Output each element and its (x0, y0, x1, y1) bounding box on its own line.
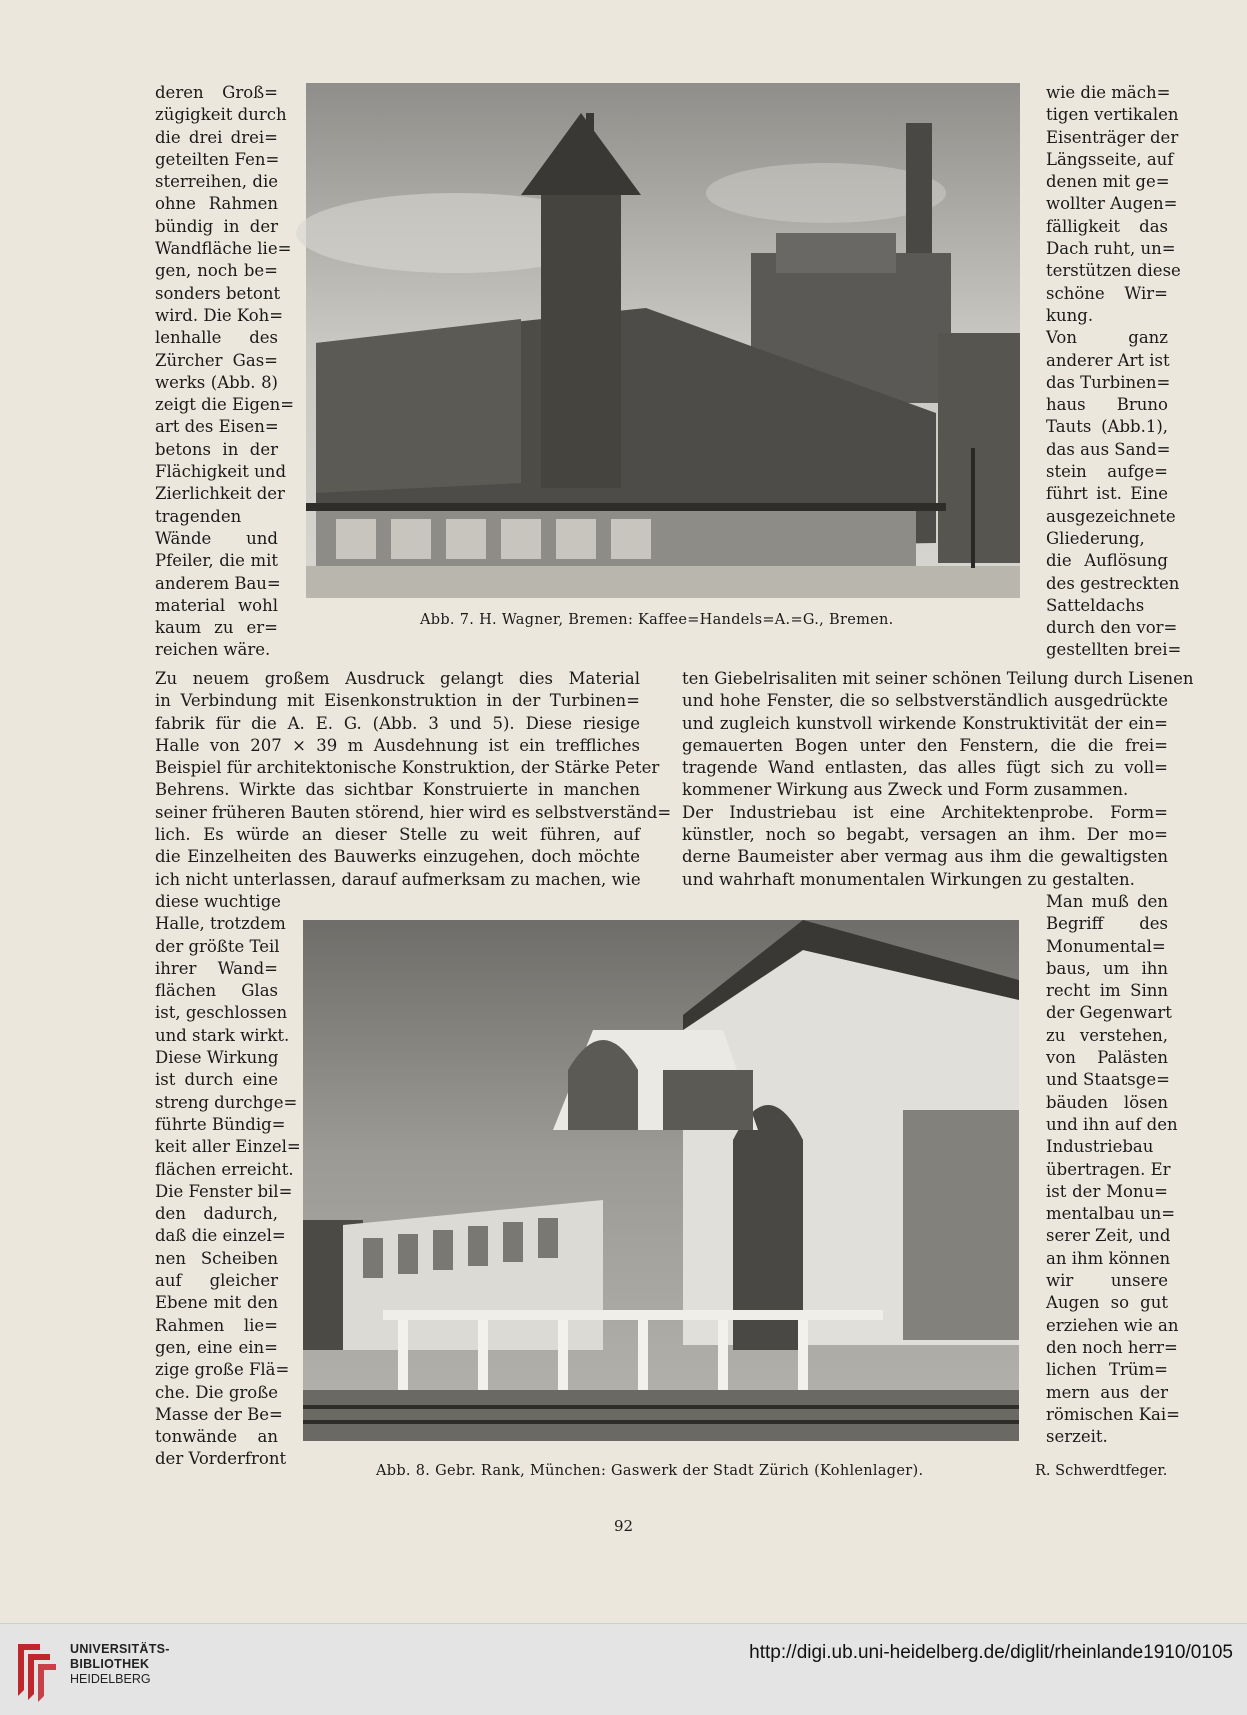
text-line: wollter Augen= (1046, 194, 1178, 214)
text-line: Der Industriebau ist eine Architektenprobe. Form= (682, 802, 1168, 822)
text-line: haus Bruno (1046, 395, 1168, 415)
text-line: Man muß den (1046, 892, 1168, 911)
text-line: kaum zu er= (155, 618, 278, 638)
text-line: tigen vertikalen (1046, 105, 1179, 125)
text-line: Dach ruht, un= (1046, 239, 1176, 259)
text-line: ist durch eine (155, 1070, 278, 1090)
text-line: Von ganz (1046, 328, 1168, 348)
text-line: zeigt die Eigen= (155, 395, 295, 415)
text-line: material wohl (155, 595, 278, 615)
right-column-bottom (1046, 891, 1180, 1448)
text-line: tragende Wand entlasten, das alles fügt sich zu voll= (682, 758, 1168, 778)
text-line: Satteldachs (1046, 595, 1145, 615)
text-line: ich nicht unterlassen, darauf aufmerksam zu machen, wie (155, 869, 641, 889)
text-line: deren Groß= (155, 83, 278, 102)
text-line: die drei drei= (155, 127, 278, 147)
text-line: ist, geschlossen (155, 1003, 288, 1023)
text-line: von Palästen (1046, 1048, 1168, 1068)
text-line: mentalbau un= (1046, 1204, 1176, 1224)
text-line: Zürcher Gas= (155, 350, 278, 370)
text-line: Halle von 207 × 39 m Ausdehnung ist ein treffliches (155, 735, 640, 755)
text-line: schöne Wir= (1046, 283, 1168, 303)
text-line: und wahrhaft monumentalen Wirkungen zu gestalten. (682, 869, 1135, 889)
text-line: terstützen diese (1046, 261, 1181, 281)
text-line: lenhalle des (155, 328, 278, 348)
text-line: Gliederung, (1046, 528, 1145, 548)
text-line: führt ist. Eine (1046, 484, 1168, 504)
text-line: und Staatsge= (1046, 1070, 1170, 1090)
text-line: mern aus der (1046, 1382, 1168, 1402)
library-name-line1: UNIVERSITÄTS- (70, 1642, 170, 1656)
left-column-top (155, 82, 295, 662)
text-line: der größte Teil (155, 936, 280, 956)
text-line: seiner früheren Bauten störend, hier wird es selbstverständ= (155, 802, 672, 822)
text-line: tragenden (155, 506, 242, 526)
body-column-left (155, 668, 672, 891)
footer-bar (0, 1623, 1247, 1715)
text-line: Beispiel für architektonische Konstruktion, der Stärke Peter (155, 758, 660, 778)
text-line: wird. Die Koh= (155, 305, 284, 325)
text-line: römischen Kai= (1046, 1404, 1180, 1424)
text-line: sterreihen, die (155, 172, 278, 192)
text-line: und stark wirkt. (155, 1025, 290, 1045)
text-line: Diese Wirkung (155, 1048, 279, 1068)
text-line: Längsseite, auf (1046, 149, 1174, 169)
text-line: auf gleicher (155, 1271, 278, 1291)
text-line: keit aller Einzel= (155, 1137, 301, 1157)
text-line: fälligkeit das (1046, 216, 1168, 236)
university-library-logo-icon (14, 1638, 60, 1702)
text-line: wie die mäch= (1046, 83, 1171, 102)
text-line: fabrik für die A. E. G. (Abb. 3 und 5). Diese riesige (155, 713, 640, 733)
text-line: nen Scheiben (155, 1248, 278, 1268)
text-line: serer Zeit, und (1046, 1226, 1171, 1246)
text-line: anderem Bau= (155, 573, 281, 593)
text-line: Die Fenster bil= (155, 1181, 293, 1201)
left-column-bottom (155, 891, 301, 1471)
text-line: serzeit. (1046, 1427, 1108, 1447)
library-name-line3: HEIDELBERG (70, 1672, 151, 1686)
text-line: ten Giebelrisaliten mit seiner schönen Teilung durch Lisenen (682, 669, 1194, 688)
page-number: 92 (613, 1517, 634, 1535)
text-line: Zierlichkeit der (155, 484, 285, 504)
text-line: der Vorderfront (155, 1449, 287, 1469)
text-line: lich. Es würde an dieser Stelle zu weit führen, auf (155, 825, 640, 845)
text-line: der Gegenwart (1046, 1003, 1172, 1023)
text-line: ihrer Wand= (155, 958, 278, 978)
text-line: Begriff des (1046, 914, 1168, 934)
text-line: und hohe Fenster, die so selbstverständlich ausgedrückte (682, 691, 1168, 711)
text-line: kommener Wirkung aus Zweck und Form zusammen. (682, 780, 1129, 800)
text-line: übertragen. Er (1046, 1159, 1171, 1179)
text-line: Wände und (155, 528, 278, 548)
text-line: werks (Abb. 8) (155, 372, 278, 392)
permalink-url[interactable]: http://digi.ub.uni-heidelberg.de/diglit/rheinlande1910/0105 (749, 1642, 1233, 1663)
text-line: Zu neuem großem Ausdruck gelangt dies Material (155, 669, 640, 688)
text-line: gestellten brei= (1046, 640, 1182, 660)
text-line: den noch herr= (1046, 1337, 1178, 1357)
figure-8-caption: Abb. 8. Gebr. Rank, München: Gaswerk der Stadt Zürich (Kohlenlager). (376, 1463, 924, 1479)
text-line: lichen Trüm= (1046, 1360, 1168, 1380)
text-line: an ihm können (1046, 1248, 1171, 1268)
text-line: che. Die große (155, 1382, 278, 1402)
text-line: denen mit ge= (1046, 172, 1170, 192)
text-line: gen, eine ein= (155, 1337, 278, 1357)
text-line: zügigkeit durch (155, 105, 287, 125)
library-name (70, 1642, 170, 1687)
text-line: die Einzelheiten des Bauwerks einzugehen, doch möchte (155, 847, 640, 867)
text-line: flächen Glas (155, 981, 278, 1001)
text-line: Tauts (Abb.1), (1046, 417, 1168, 437)
text-line: erziehen wie an (1046, 1315, 1179, 1335)
text-line: kung. (1046, 305, 1094, 325)
text-line: reichen wäre. (155, 640, 271, 660)
text-line: diese wuchtige (155, 892, 281, 911)
text-line: tonwände an (155, 1427, 278, 1447)
text-line: Pfeiler, die mit (155, 551, 278, 571)
text-line: zige große Flä= (155, 1360, 290, 1380)
text-line: und zugleich kunstvoll wirkende Konstruktivität der ein= (682, 713, 1168, 733)
text-line: bäuden lösen (1046, 1092, 1168, 1112)
text-line: ausgezeichnete (1046, 506, 1176, 526)
text-line: führte Bündig= (155, 1114, 286, 1134)
text-line: Eisenträger der (1046, 127, 1179, 147)
text-line: das aus Sand= (1046, 439, 1171, 459)
text-line: Ebene mit den (155, 1293, 278, 1313)
figure-7-caption: Abb. 7. H. Wagner, Bremen: Kaffee=Handels=A.=G., Bremen. (420, 612, 894, 628)
text-line: Flächigkeit und (155, 462, 287, 482)
text-line: geteilten Fen= (155, 149, 280, 169)
right-column-top (1046, 82, 1182, 662)
text-line: anderer Art ist (1046, 350, 1170, 370)
text-line: streng durchge= (155, 1092, 298, 1112)
text-line: wir unsere (1046, 1271, 1168, 1291)
text-line: den dadurch, (155, 1204, 278, 1224)
text-line: baus, um ihn (1046, 958, 1168, 978)
text-line: Behrens. Wirkte das sichtbar Konstruierte in manchen (155, 780, 640, 800)
text-line: recht im Sinn (1046, 981, 1168, 1001)
library-name-line2: BIBLIOTHEK (70, 1657, 150, 1671)
text-line: die Auflösung (1046, 551, 1168, 571)
text-line: das Turbinen= (1046, 372, 1171, 392)
text-line: Halle, trotzdem (155, 914, 286, 934)
text-line: stein aufge= (1046, 462, 1168, 482)
text-line: Industriebau (1046, 1137, 1154, 1157)
figure-7-photo (306, 83, 1020, 598)
text-line: derne Baumeister aber vermag aus ihm die gewaltigsten (682, 847, 1168, 867)
text-line: bündig in der (155, 216, 278, 236)
text-line: Augen so gut (1046, 1293, 1168, 1313)
text-line: flächen erreicht. (155, 1159, 294, 1179)
text-line: gemauerten Bogen unter den Fenstern, die die frei= (682, 735, 1168, 755)
text-line: gen, noch be= (155, 261, 278, 281)
figure-8-photo (303, 920, 1019, 1441)
text-line: ist der Monu= (1046, 1181, 1168, 1201)
text-line: betons in der (155, 439, 278, 459)
text-line: Masse der Be= (155, 1404, 283, 1424)
text-line: durch den vor= (1046, 618, 1178, 638)
text-line: zu verstehen, (1046, 1025, 1168, 1045)
text-line: daß die einzel= (155, 1226, 286, 1246)
text-line: und ihn auf den (1046, 1114, 1178, 1134)
body-column-right (682, 668, 1194, 891)
text-line: art des Eisen= (155, 417, 279, 437)
text-line: in Verbindung mit Eisenkonstruktion in der Turbinen= (155, 691, 640, 711)
text-line: Monumental= (1046, 936, 1166, 956)
text-line: künstler, noch so begabt, versagen an ihm. Der mo= (682, 825, 1168, 845)
text-line: des gestreckten (1046, 573, 1180, 593)
text-line: Wandfläche lie= (155, 239, 292, 259)
text-line: ohne Rahmen (155, 194, 278, 214)
author-signature: R. Schwerdtfeger. (1035, 1463, 1168, 1479)
text-line: sonders betont (155, 283, 281, 303)
text-line: Rahmen lie= (155, 1315, 278, 1335)
